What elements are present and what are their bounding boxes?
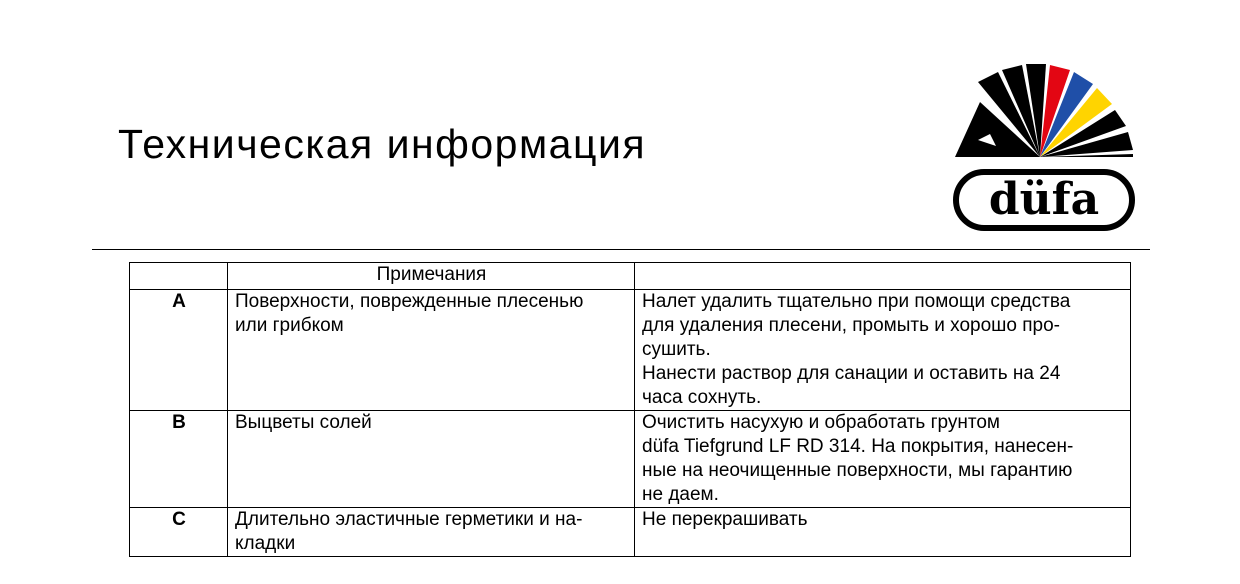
treatment-line: ные на неочищенные поверхности, мы гарантию <box>642 460 1073 481</box>
page-title: Техническая информация <box>118 121 647 167</box>
surface-line: кладки <box>235 533 296 554</box>
row-code: A <box>130 290 228 411</box>
surface-line: или грибком <box>235 315 344 336</box>
row-surface <box>228 411 635 508</box>
treatment-line: Не перекрашивать <box>642 509 808 530</box>
row-treatment <box>635 290 1131 411</box>
header-cell-notes: Примечания <box>228 263 635 290</box>
header-cell-code <box>130 263 228 290</box>
treatment-line: Налет удалить тщательно при помощи средства <box>642 291 1071 312</box>
treatment-line: для удаления плесени, промыть и хорошо про- <box>642 315 1060 336</box>
table-row <box>130 411 1131 508</box>
treatment-line: Очистить насухую и обработать грунтом <box>642 412 1000 433</box>
row-code: C <box>130 508 228 557</box>
dufa-logo <box>950 62 1135 234</box>
notes-table <box>129 262 1131 557</box>
table-header-row <box>130 263 1131 290</box>
header-cell-treatment <box>635 263 1131 290</box>
treatment-line: часа сохнуть. <box>642 387 762 408</box>
surface-line: Поверхности, поврежденные плесенью <box>235 291 584 312</box>
row-surface <box>228 290 635 411</box>
surface-line: Выцветы солей <box>235 412 372 433</box>
table-row <box>130 290 1131 411</box>
row-treatment <box>635 411 1131 508</box>
treatment-line: не даем. <box>642 484 719 505</box>
row-treatment <box>635 508 1131 557</box>
surface-line: Длительно эластичные герметики и на- <box>235 509 583 530</box>
row-code: B <box>130 411 228 508</box>
treatment-line: düfa Tiefgrund LF RD 314. На покрытия, нанесен- <box>642 436 1074 457</box>
row-surface <box>228 508 635 557</box>
treatment-line: сушить. <box>642 339 711 360</box>
treatment-line: Нанести раствор для санации и оставить на 24 <box>642 363 1061 384</box>
logo-text: düfa <box>988 174 1100 225</box>
header-divider <box>92 249 1150 250</box>
table-row <box>130 508 1131 557</box>
